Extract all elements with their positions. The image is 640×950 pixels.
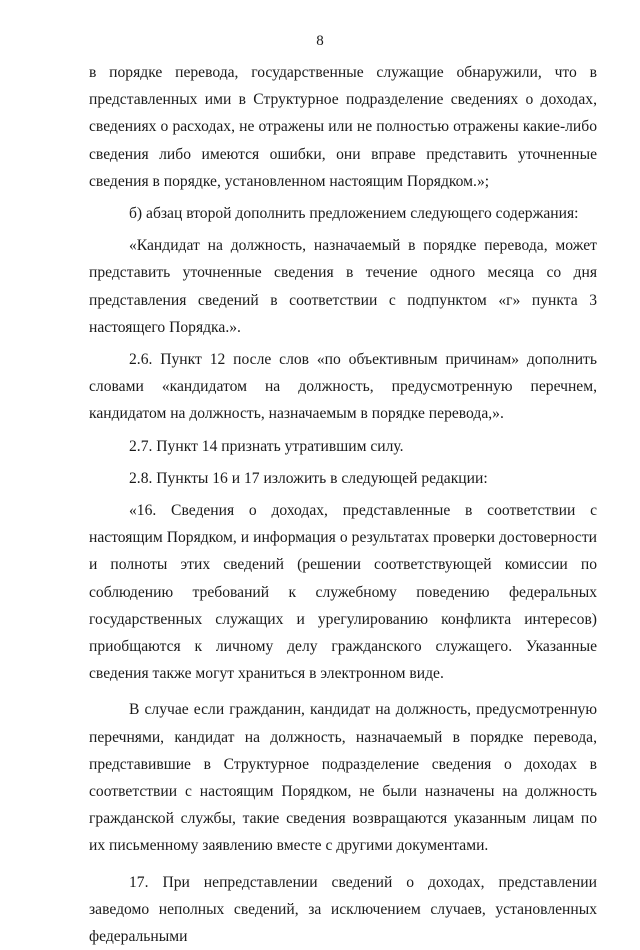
page-number: 8 bbox=[316, 33, 324, 49]
paragraph-2-7: 2.7. Пункт 14 признать утратившим силу. bbox=[129, 437, 404, 455]
paragraph-return-of-info: В случае если гражданин, кандидат на должность, предусмотренную перечнями, кандидат на должность, назначаемый в порядке перевода, представившие в Структурное подразделение сведения о доходах в соответствии с настоящим Порядком, не были назначены на должность гражданской службы, такие сведения возвращаются указанным лицам по их письменному заявлению вместе с другими документами. bbox=[89, 701, 597, 855]
paragraph-item-17: 17. При непредставлении сведений о доходах, представлении заведомо неполных сведений, за исключением случаев, установленных федеральными bbox=[89, 873, 597, 946]
paragraph-2-6: 2.6. Пункт 12 после слов «по объективным причинам» дополнить словами «кандидатом на должность, предусмотренную перечнем, кандидатом на должность, назначаемым в порядке перевода,». bbox=[89, 351, 597, 423]
paragraph-continuation: в порядке перевода, государственные служащие обнаружили, что в представленных ими в Структурное подразделение сведениях о доходах, сведениях о расходах, не отражены или не полностью отражены какие-либо сведения либо имеются ошибки, они вправе представить уточненные сведения в порядке, установленном настоящим Порядком.»; bbox=[89, 64, 597, 190]
paragraph-item-16: «16. Сведения о доходах, представленные в соответствии с настоящим Порядком, и информация о результатах проверки достоверности и полноты этих сведений (решении соответствующей комиссии по соблюдению требований к служебному поведению федеральных государственных служащих и урегулированию конфликта интересов) приобщаются к личному делу гражданского служащего. Указанные сведения также могут храниться в электронном виде. bbox=[89, 502, 597, 683]
document-body bbox=[89, 59, 597, 950]
paragraph-2-8: 2.8. Пункты 16 и 17 изложить в следующей редакции: bbox=[129, 469, 488, 487]
paragraph-subitem-b: б) абзац второй дополнить предложением следующего содержания: bbox=[129, 205, 579, 223]
paragraph-quote-candidate: «Кандидат на должность, назначаемый в порядке перевода, может представить уточненные сведения в течение одного месяца со дня представления сведений в соответствии с подпунктом «г» пункта 3 настоящего Порядка.». bbox=[89, 237, 597, 336]
